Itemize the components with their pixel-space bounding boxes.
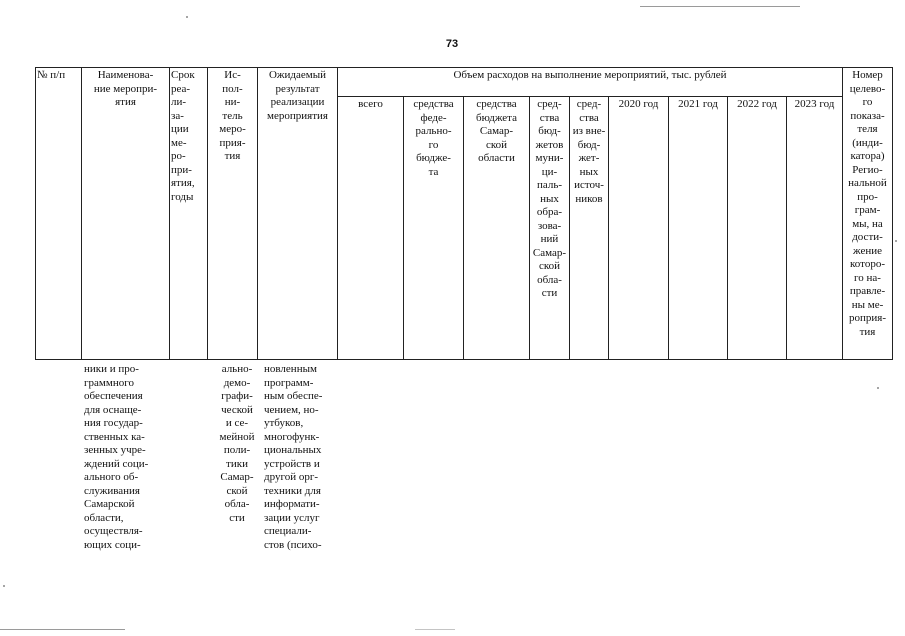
col-header-target-indicator: Номер целево- го показа- теля (инди- катора) Регио- нальной про- грам- мы, на дости- жение которо- го на- правле- ны ме- роприя- тия [843, 68, 893, 360]
page-number: 73 [445, 38, 459, 50]
col-header-event-name: Наименова- ние меропри- ятия [82, 68, 170, 360]
expenses-table [35, 67, 893, 360]
scan-speck [895, 240, 897, 242]
scan-speck [186, 16, 188, 18]
scan-line-bottom [0, 629, 125, 630]
scan-speck [3, 585, 5, 587]
col-header-expenses-group: Объем расходов на выполнение мероприятий, тыс. рублей [338, 68, 843, 97]
continuation-event-name: ники и про- граммного обеспечения для оснаще- ния государ- ственных ка- зенных учре- ждений соци- ального об- служивания Самарской области, осуществля- ющих соци- [84, 363, 149, 551]
col-header-regional-budget: средства бюджета Самар- ской области [464, 97, 530, 360]
scan-line-bottom-right [415, 629, 455, 630]
col-header-expenses-total: всего [338, 97, 404, 360]
scan-line-top [640, 6, 800, 7]
col-header-municipal-budgets: сред- ства бюд- жетов муни- ци- паль- ных обра- зова- ний Самар- ской обла- сти [530, 97, 570, 360]
col-header-number: № п/п [36, 68, 82, 360]
col-header-year-2021: 2021 год [669, 97, 728, 360]
col-header-federal-budget: средства феде- рально- го бюдже- та [404, 97, 464, 360]
col-header-extrabudgetary-sources: сред- ства из вне- бюд- жет- ных источ- ников [570, 97, 609, 360]
scan-speck [877, 387, 879, 389]
continuation-expected-result: новленным программ- ным обеспе- чением, но- утбуков, многофунк- циональных устройств и другой орг- техники для информати- зации услуг специали- стов (психо- [264, 363, 323, 551]
col-header-expected-result: Ожидаемый результат реализации мероприятия [258, 68, 338, 360]
col-header-year-2020: 2020 год [609, 97, 669, 360]
col-header-term: Срок реа- ли- за- ции ме- ро- при- ятия, годы [170, 68, 208, 360]
col-header-executor: Ис- пол- ни- тель меро- прия- тия [208, 68, 258, 360]
col-header-year-2022: 2022 год [728, 97, 787, 360]
col-header-year-2023: 2023 год [787, 97, 843, 360]
continuation-executor: ально- демо- графи- ческой и се- мейной поли- тики Самар- ской обла- сти [219, 363, 255, 524]
